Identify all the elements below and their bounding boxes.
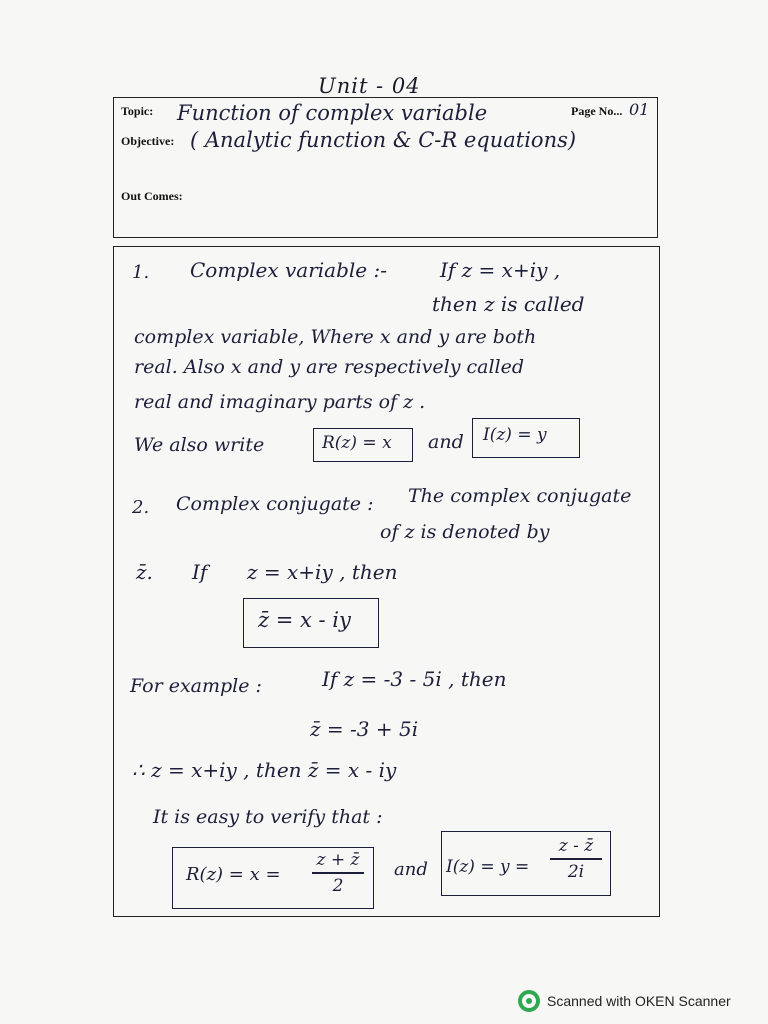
fraction-bar: [550, 858, 602, 860]
section-2-number: 2.: [132, 497, 150, 518]
imaginary-part-numerator: z - z̄: [558, 836, 594, 856]
page-no-label: Page No...: [571, 104, 623, 118]
imaginary-part-denominator: 2i: [567, 861, 585, 882]
therefore-line: ∴ z = x+iy , then z̄ = x - iy: [132, 758, 397, 782]
conjugate-formula: z̄ = x - iy: [258, 608, 351, 632]
real-part-formula: R(z) = x: [322, 433, 392, 453]
section-1-line-5: real and imaginary parts of z .: [134, 391, 426, 413]
section-1-title: Complex variable :-: [190, 258, 387, 282]
section-1-line-3: complex variable, Where x and y are both: [134, 326, 537, 348]
scanner-watermark: [518, 990, 731, 1012]
section-2-equation: z = x+iy , then: [247, 560, 398, 584]
imaginary-part-fraction: [550, 836, 602, 882]
topic-label: Topic:: [121, 104, 154, 118]
objective-label: Objective:: [121, 134, 175, 148]
oken-scanner-logo-icon: [518, 990, 540, 1012]
if-text: If: [192, 560, 208, 584]
and-text-1: and: [428, 431, 464, 453]
section-1-number: 1.: [132, 262, 150, 283]
section-2-title: Complex conjugate :: [176, 493, 374, 515]
example-line-1: If z = -3 - 5i , then: [322, 667, 507, 691]
section-1-line-4: real. Also x and y are respectively called: [134, 356, 525, 378]
section-1-line-6: We also write: [134, 434, 265, 456]
imaginary-part-formula: I(z) = y: [483, 425, 547, 445]
page-no-value: 01: [629, 100, 650, 119]
topic-value: Function of complex variable: [177, 101, 488, 125]
outcomes-label: Out Comes:: [121, 189, 183, 203]
verify-line: It is easy to verify that :: [153, 806, 383, 828]
fraction-bar: [312, 872, 364, 874]
imaginary-part-lhs: I(z) = y =: [446, 857, 530, 877]
real-part-denominator: 2: [332, 875, 344, 896]
example-label: For example :: [130, 675, 262, 697]
section-2-line-1: The complex conjugate: [408, 485, 632, 507]
section-1-line-2: then z is called: [432, 292, 585, 316]
real-part-fraction: [312, 850, 364, 896]
example-line-2: z̄ = -3 + 5i: [310, 717, 419, 741]
objective-value: ( Analytic function & C-R equations): [190, 128, 577, 152]
section-1-definition-start: If z = x+iy ,: [440, 258, 561, 282]
and-text-2: and: [394, 859, 428, 880]
scanner-text: Scanned with OKEN Scanner: [547, 993, 731, 1009]
section-2-line-2: of z is denoted by: [380, 521, 550, 543]
real-part-numerator: z + z̄: [316, 850, 360, 870]
conjugate-symbol: z̄.: [136, 560, 153, 584]
unit-heading: Unit - 04: [318, 74, 421, 98]
real-part-lhs: R(z) = x =: [186, 864, 281, 885]
